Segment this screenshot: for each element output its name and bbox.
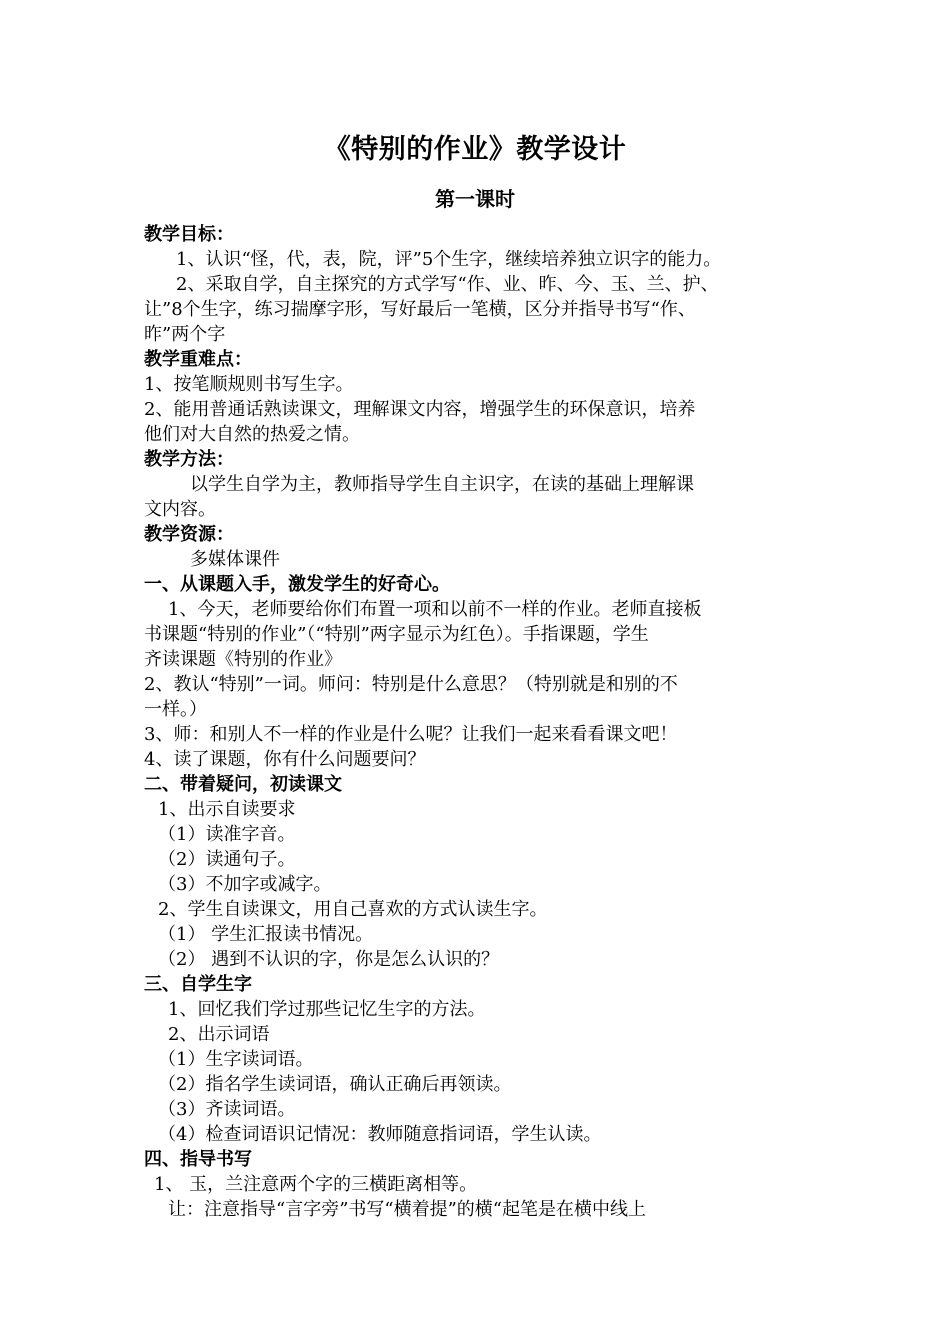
body-line: （2）指名学生读词语，确认正确后再领读。 xyxy=(158,1074,512,1095)
body-line: 让”8个生字，练习揣摩字形，写好最后一笔横，区分并指导书写“作、 xyxy=(144,299,696,320)
body-line: （1） 学生汇报读书情况。 xyxy=(158,924,374,945)
body-line: 1、 玉，兰注意两个字的三横距离相等。 xyxy=(154,1174,478,1195)
section-heading: 三、自学生字 xyxy=(144,974,252,995)
body-line: 2、学生自读课文，用自己喜欢的方式认读生字。 xyxy=(158,899,548,920)
body-line: 以学生自学为主，教师指导学生自主识字，在读的基础上理解课 xyxy=(190,474,694,495)
body-line: 2、采取自学，自主探究的方式学写“作、业、昨、今、玉、兰、护、 xyxy=(176,274,719,295)
section-heading: 四、指导书写 xyxy=(144,1149,252,1170)
body-line: 齐读课题《特别的作业》 xyxy=(144,649,342,670)
document-subtitle: 第一课时 xyxy=(435,187,515,211)
body-line: （1）读准字音。 xyxy=(158,824,296,845)
section-heading: 教学方法： xyxy=(144,449,234,470)
body-line: 2、出示词语 xyxy=(168,1024,270,1045)
body-line: 多媒体课件 xyxy=(190,549,280,570)
document-body xyxy=(144,222,824,1222)
body-line: （4）检查词语识记情况：教师随意指词语，学生认读。 xyxy=(158,1124,602,1145)
section-heading: 一、从课题入手，激发学生的好奇心。 xyxy=(144,574,450,595)
section-heading: 教学目标： xyxy=(144,224,234,245)
body-line: （3）齐读词语。 xyxy=(158,1099,296,1120)
body-line: 1、今天，老师要给你们布置一项和以前不一样的作业。老师直接板 xyxy=(168,599,702,620)
body-line: 书课题“特别的作业”（“特别”两字显示为红色）。手指课题，学生 xyxy=(144,624,649,645)
section-heading: 教学重难点： xyxy=(144,349,252,370)
body-line: 2、教认“特别”一词。师问：特别是什么意思？（特别就是和别的不 xyxy=(144,674,678,695)
body-line: 文内容。 xyxy=(144,499,216,520)
body-line: 1、回忆我们学过那些记忆生字的方法。 xyxy=(168,999,486,1020)
body-line: 1、认识“怪，代，表，院，评”5个生字，继续培养独立识字的能力。 xyxy=(176,249,722,270)
body-line: 昨”两个字 xyxy=(144,324,226,345)
body-line: （3）不加字或减字。 xyxy=(158,874,332,895)
body-line: （2） 遇到不认识的字，你是怎么认识的？ xyxy=(158,949,500,970)
document-title: 《特别的作业》教学设计 xyxy=(323,134,627,165)
body-line: 4、读了课题，你有什么问题要问？ xyxy=(144,749,426,770)
body-line: 1、按笔顺规则书写生字。 xyxy=(144,374,354,395)
section-heading: 教学资源： xyxy=(144,524,234,545)
body-line: 2、能用普通话熟读课文，理解课文内容，增强学生的环保意识，培养 xyxy=(144,399,696,420)
body-line: （1）生字读词语。 xyxy=(158,1049,314,1070)
body-line: 一样。） xyxy=(144,699,207,720)
body-line: 1、出示自读要求 xyxy=(158,799,296,820)
section-heading: 二、带着疑问，初读课文 xyxy=(144,774,342,795)
body-line: （2）读通句子。 xyxy=(158,849,296,870)
body-line: 让：注意指导“言字旁”书写“横着提”的横“起笔是在横中线上 xyxy=(168,1199,647,1220)
body-line: 3、师：和别人不一样的作业是什么呢？让我们一起来看看课文吧！ xyxy=(144,724,678,745)
body-line: 他们对大自然的热爱之情。 xyxy=(144,424,360,445)
